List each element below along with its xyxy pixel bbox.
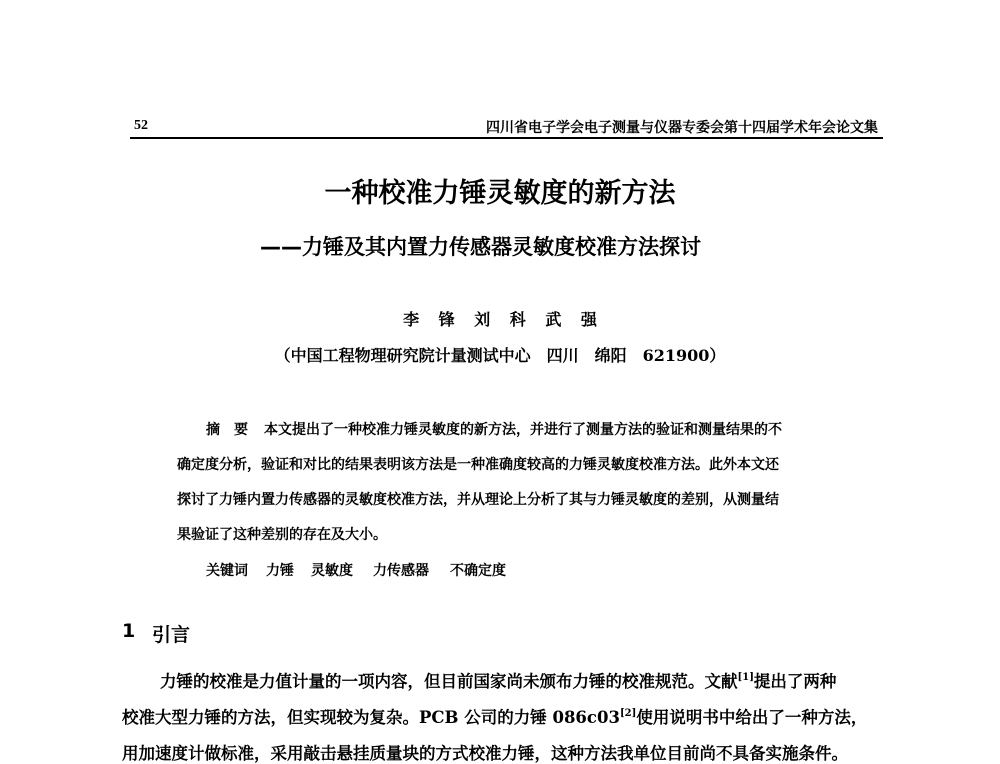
citation-ref: [2] [619,708,637,719]
body-line: 力锤的校准是力值计量的一项内容，但目前国家尚未颁布力锤的校准规范。文献[1]提出了两种 [160,672,837,691]
body-line: 校准大型力锤的方法，但实现较为复杂。PCB 公司的力锤 086c03[2]使用说明书中给出了一种方法， [122,708,868,727]
keywords-label: 关键词 [206,563,248,579]
keyword: 灵敏度 [311,563,353,579]
section-number: 1 [122,620,136,642]
citation-ref: [1] [737,672,754,683]
keyword: 不确定度 [450,563,506,579]
proceedings-title: 四川省电子学会电子测量与仪器专委会第十四届学术年会论文集 [486,120,878,136]
paper-title: 一种校准力锤灵敏度的新方法 [324,178,676,209]
abstract-line: 探讨了力锤内置力传感器的灵敏度校准方法，并从理论上分析了其与力锤灵敏度的差别，从测量结 [177,492,779,508]
abstract-line: 确定度分析，验证和对比的结果表明该方法是一种准确度较高的力锤灵敏度校准方法。此外本文还 [177,457,779,473]
paper-subtitle: ——力锤及其内置力传感器灵敏度校准方法探讨 [260,235,701,259]
authors: 李 锋 刘 科 武 强 [403,310,597,329]
page-number: 52 [134,118,148,133]
header-rule [130,137,883,139]
abstract-line: 果验证了这种差别的存在及大小。 [177,527,387,543]
body-line: 用加速度计做标准，采用敲击悬挂质量块的方式校准力锤，这种方法我单位目前尚不具备实施条件。 [122,744,848,763]
section-title: 引言 [152,624,191,646]
abstract-line: 本文提出了一种校准力锤灵敏度的新方法，并进行了测量方法的验证和测量结果的不 [264,422,782,438]
keyword: 力锤 [266,563,294,579]
keyword: 力传感器 [373,563,429,579]
abstract-label: 摘 要 [206,422,248,438]
affiliation: （中国工程物理研究院计量测试中心 四川 绵阳 621900） [274,346,726,365]
